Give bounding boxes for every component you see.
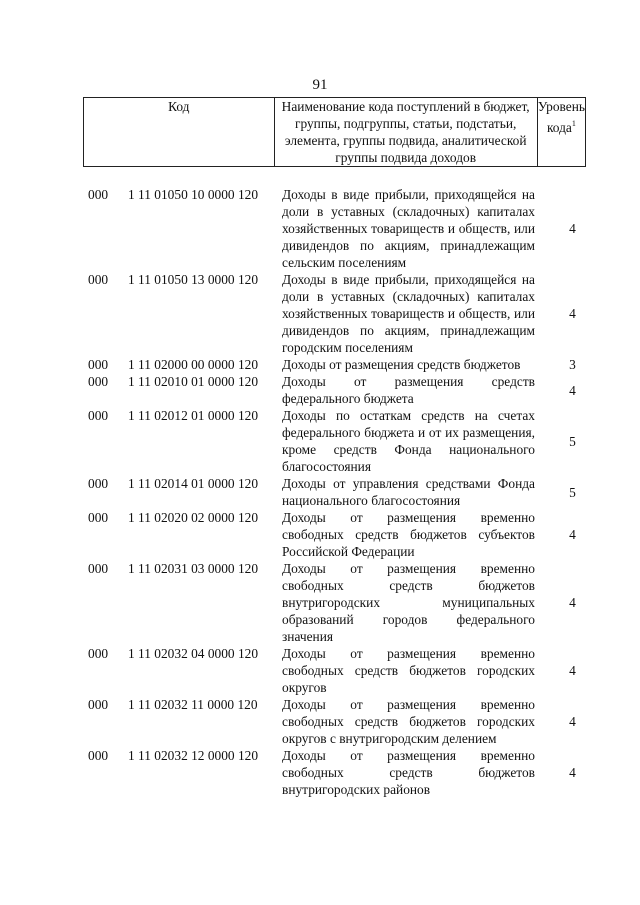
income-code: 1 11 02020 02 0000 120 bbox=[128, 510, 259, 525]
admin-code: 000 bbox=[88, 272, 109, 287]
income-code: 1 11 01050 10 0000 120 bbox=[128, 187, 259, 202]
table-row bbox=[0, 373, 640, 407]
income-name: Доходы от размещения временно свободных средств бюджетов внутригородских районов bbox=[282, 748, 535, 797]
income-code: 1 11 02032 11 0000 120 bbox=[128, 697, 258, 712]
code-level: 4 bbox=[569, 527, 576, 542]
income-name: Доходы от размещения средств федерального бюджета bbox=[282, 374, 535, 406]
admin-code: 000 bbox=[88, 408, 109, 423]
admin-code: 000 bbox=[88, 357, 109, 372]
table-row bbox=[0, 475, 640, 509]
income-name: Доходы от управления средствами Фонда национального благосостояния bbox=[282, 476, 535, 508]
table-row bbox=[0, 509, 640, 560]
table-header bbox=[83, 97, 586, 167]
table-body bbox=[0, 186, 640, 798]
admin-code: 000 bbox=[88, 646, 109, 661]
income-name: Доходы по остаткам средств на счетах федерального бюджета и от их размещения, кроме средств Фонда национального благосостояния bbox=[282, 408, 535, 474]
income-code: 1 11 02032 04 0000 120 bbox=[128, 646, 259, 661]
admin-code: 000 bbox=[88, 374, 109, 389]
code-level: 5 bbox=[569, 484, 576, 500]
code-level: 4 bbox=[569, 382, 576, 398]
income-name: Доходы от размещения временно свободных средств бюджетов субъектов Российской Федерации bbox=[282, 510, 535, 559]
income-code: 1 11 02010 01 0000 120 bbox=[128, 374, 259, 389]
income-code: 1 11 02000 00 0000 120 bbox=[128, 357, 259, 372]
table-row bbox=[0, 186, 640, 271]
header-level bbox=[538, 98, 585, 166]
income-name: Доходы от размещения средств бюджетов bbox=[282, 357, 521, 372]
code-level: 5 bbox=[569, 433, 576, 449]
admin-code: 000 bbox=[88, 561, 109, 576]
income-code: 1 11 02012 01 0000 120 bbox=[128, 408, 259, 423]
table-row bbox=[0, 407, 640, 475]
table-row bbox=[0, 747, 640, 798]
income-code: 1 11 02014 01 0000 120 bbox=[128, 476, 259, 491]
table-row bbox=[0, 645, 640, 696]
income-name: Доходы от размещения временно свободных средств бюджетов внутригородских муниципальных образований городов федерального значения bbox=[282, 561, 535, 644]
code-level: 4 bbox=[569, 663, 576, 678]
table-row bbox=[0, 356, 640, 373]
income-name: Доходы от размещения временно свободных средств бюджетов городских округов с внутригородским делением bbox=[282, 697, 535, 746]
admin-code: 000 bbox=[88, 187, 109, 202]
income-code: 1 11 01050 13 0000 120 bbox=[128, 272, 259, 287]
admin-code: 000 bbox=[88, 697, 109, 712]
code-level: 4 bbox=[569, 765, 576, 780]
page-number: 91 bbox=[312, 77, 328, 93]
code-level: 4 bbox=[569, 595, 576, 610]
income-code: 1 11 02032 12 0000 120 bbox=[128, 748, 259, 763]
code-level: 4 bbox=[569, 714, 576, 729]
code-level: 3 bbox=[569, 357, 576, 372]
admin-code: 000 bbox=[88, 748, 109, 763]
code-level: 4 bbox=[569, 306, 576, 321]
income-name: Доходы в виде прибыли, приходящейся на доли в уставных (складочных) капиталах хозяйственных товариществ и обществ, или дивидендов по акциям, принадлежащим городским поселениям bbox=[282, 272, 535, 355]
header-code: Код bbox=[84, 98, 275, 166]
header-level-footnote: 1 bbox=[571, 119, 576, 128]
income-name: Доходы от размещения временно свободных средств бюджетов городских округов bbox=[282, 646, 535, 695]
header-name: Наименование кода поступлений в бюджет, группы, подгруппы, статьи, подстатьи, элемента, группы подвида, аналитической группы подвида доходов bbox=[275, 98, 538, 166]
admin-code: 000 bbox=[88, 510, 109, 525]
table-row bbox=[0, 560, 640, 645]
admin-code: 000 bbox=[88, 476, 109, 491]
header-level-label: Уровень кода bbox=[537, 99, 585, 135]
table-row bbox=[0, 696, 640, 747]
income-code: 1 11 02031 03 0000 120 bbox=[128, 561, 259, 576]
code-level: 4 bbox=[569, 221, 576, 236]
income-name: Доходы в виде прибыли, приходящейся на доли в уставных (складочных) капиталах хозяйственных товариществ и обществ, или дивидендов по акциям, принадлежащим сельским поселениям bbox=[282, 187, 535, 270]
table-row bbox=[0, 271, 640, 356]
